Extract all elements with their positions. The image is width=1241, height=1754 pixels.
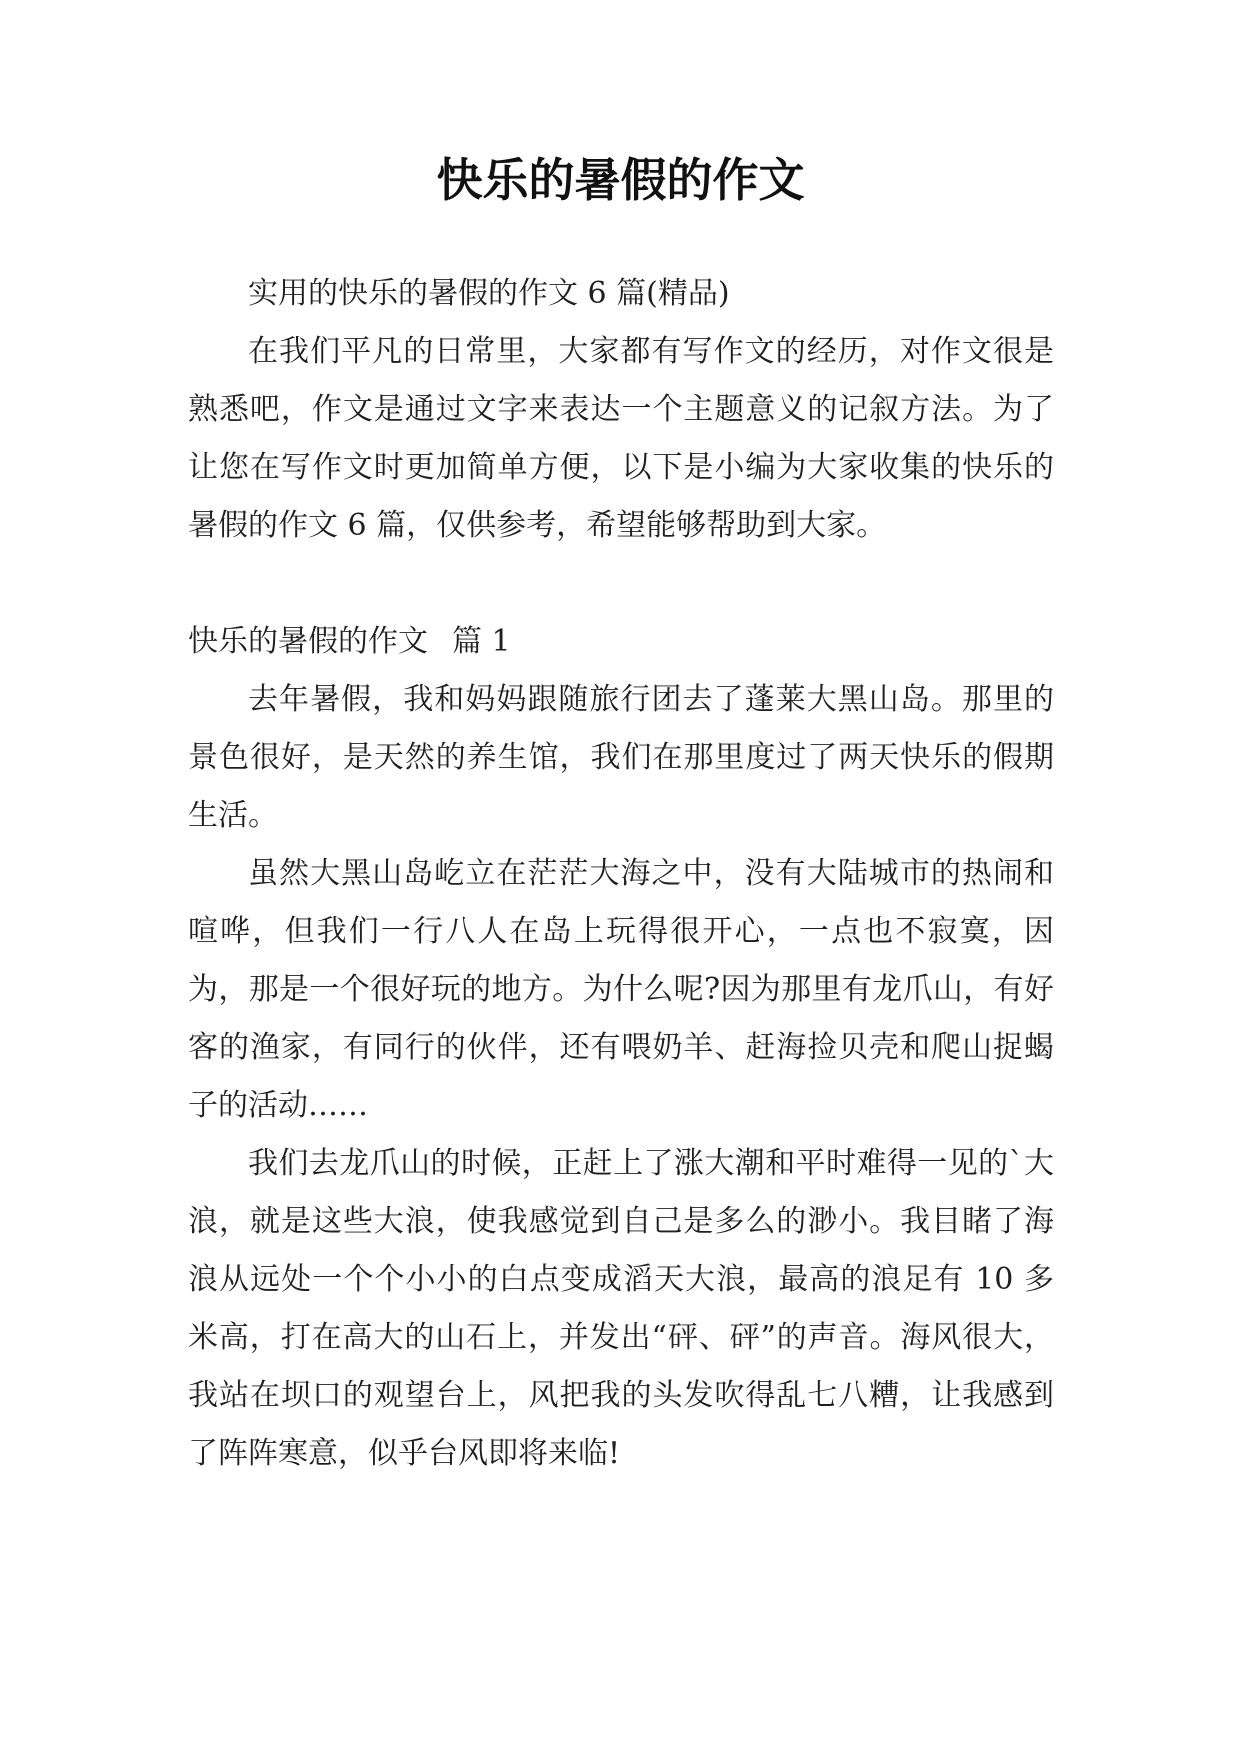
section-heading-title: 快乐的暑假的作文 (188, 624, 428, 659)
document-subtitle: 实用的快乐的暑假的作文 6 篇(精品) (248, 276, 730, 311)
section-paragraph: 我们去龙爪山的时候，正赶上了涨大潮和平时难得一见的`大浪，就是这些大浪，使我感觉到自己是多么的渺小。我目睹了海浪从远处一个个小小的白点变成滔天大浪，最高的浪足有 10 多米高，打在高大的山石上，并发出“砰、砰”的声音。海风很大，我站在坝口的观望台上，风把我的头发吹得乱七八糟，让我感到了阵阵寒意，似乎台风即将来临! (188, 1146, 1054, 1471)
section-heading-number: 篇 1 (452, 624, 511, 659)
section-heading (188, 613, 1054, 671)
document-body (188, 265, 1054, 1483)
intro-paragraph: 在我们平凡的日常里，大家都有写作文的经历，对作文很是熟悉吧，作文是通过文字来表达一个主题意义的记叙方法。为了让您在写作文时更加简单方便，以下是小编为大家收集的快乐的暑假的作文 6 篇，仅供参考，希望能够帮助到大家。 (188, 334, 1054, 543)
document-title: 快乐的暑假的作文 (436, 153, 805, 207)
section-paragraph: 虽然大黑山岛屹立在茫茫大海之中，没有大陆城市的热闹和喧哗，但我们一行八人在岛上玩得很开心，一点也不寂寞，因为，那是一个很好玩的地方。为什么呢?因为那里有龙爪山，有好客的渔家，有同行的伙伴，还有喂奶羊、赶海捡贝壳和爬山捉蝎子的活动…… (188, 856, 1054, 1123)
section-paragraph: 去年暑假，我和妈妈跟随旅行团去了蓬莱大黑山岛。那里的景色很好，是天然的养生馆，我们在那里度过了两天快乐的假期生活。 (188, 682, 1054, 833)
